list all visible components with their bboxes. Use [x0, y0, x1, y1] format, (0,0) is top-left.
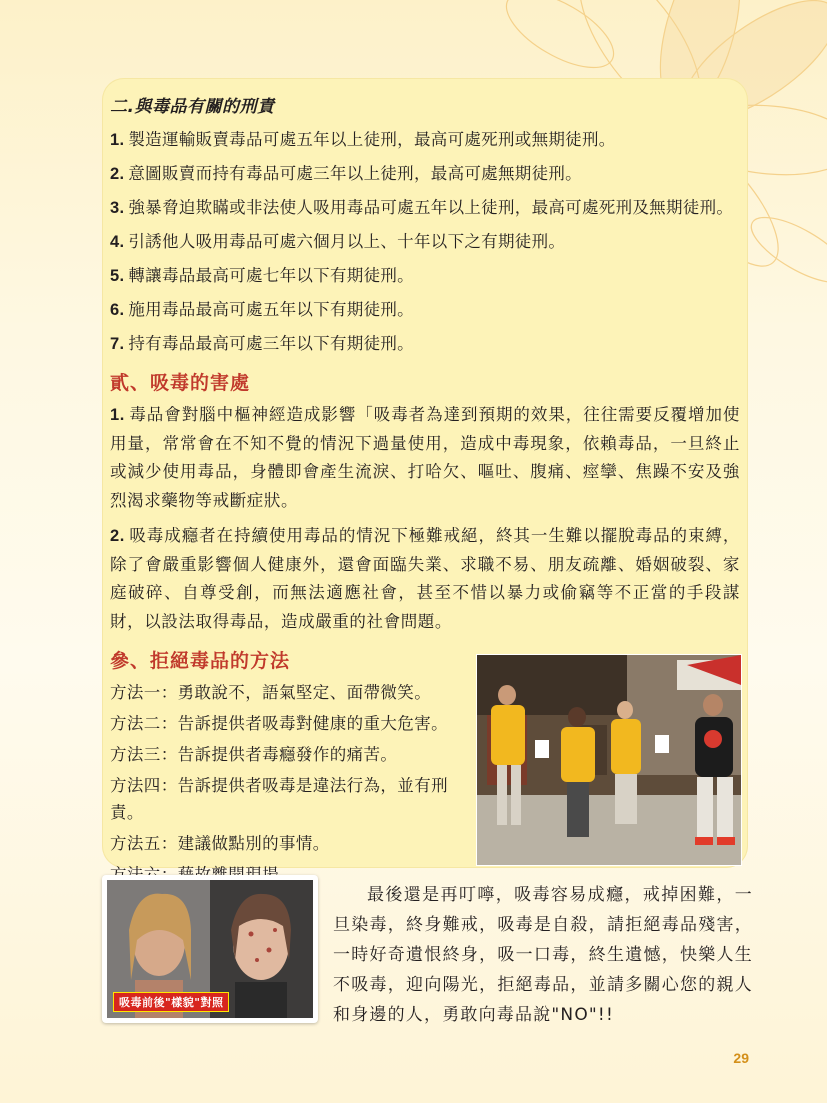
penalty-item	[110, 296, 740, 324]
penalty-item	[110, 160, 740, 188]
item-text: 持有毒品最高可處三年以下有期徒刑。	[128, 334, 414, 353]
penalty-item	[110, 262, 740, 290]
method-item: 方法一：勇敢說不，語氣堅定、面帶微笑。	[110, 683, 432, 702]
closing-paragraph: 最後還是再叮嚀，吸毒容易成癮，戒掉困難，一旦染毒，終身難戒，吸毒是自殺，請拒絕毒品殘害，一時好奇遺恨終身，吸一口毒，終生遺憾，快樂人生不吸毒，迎向陽光，拒絕毒品，並請多關心您的親人和身邊的人，勇敢向毒品說"NO"!!	[333, 885, 753, 1025]
item-number: 2.	[110, 165, 125, 183]
item-number: 4.	[110, 233, 125, 251]
method-item: 方法二：告訴提供者吸毒對健康的重大危害。	[110, 714, 448, 733]
penalty-item	[110, 194, 740, 222]
item-number: 1.	[110, 131, 125, 149]
paragraph-number: 2.	[110, 527, 125, 545]
item-text: 意圖販賣而持有毒品可處三年以上徒刑，最高可處無期徒刑。	[128, 164, 582, 183]
penalty-item	[110, 126, 740, 154]
item-number: 5.	[110, 267, 125, 285]
method-item: 方法五：建議做點別的事情。	[110, 834, 330, 853]
item-number: 6.	[110, 301, 125, 319]
mugshot-caption: 吸毒前後"樣貌"對照	[113, 992, 229, 1012]
item-text: 強暴脅迫欺瞞或非法使人吸用毒品可處五年以上徒刑，最高可處死刑及無期徒刑。	[128, 198, 734, 217]
penalties-heading: 二.與毒品有關的刑責	[110, 97, 275, 117]
harms-heading: 貳、吸毒的害處	[110, 372, 251, 394]
harms-paragraph	[110, 522, 740, 636]
penalty-item	[110, 228, 740, 256]
item-number: 7.	[110, 335, 125, 353]
page-number: 29	[733, 1050, 749, 1066]
paragraph-text: 毒品會對腦中樞神經造成影響「吸毒者為達到預期的效果，往往需要反覆增加使用量，常常會在不知不覺的情況下過量使用，造成中毒現象，依賴毒品，一旦終止或減少使用毒品，身體即會產生流淚、打哈欠、嘔吐、腹痛、痙攣、焦躁不安及強烈渴求藥物等戒斷症狀。	[110, 405, 740, 510]
refusal-heading: 參、拒絕毒品的方法	[110, 650, 291, 672]
item-text: 轉讓毒品最高可處七年以下有期徒刑。	[128, 266, 414, 285]
item-number: 3.	[110, 199, 125, 217]
street-scene-illustration	[477, 655, 741, 865]
penalties-list	[110, 126, 740, 358]
street-campaign-photo	[476, 654, 742, 866]
paragraph-text: 吸毒成癮者在持續使用毒品的情況下極難戒絕，終其一生難以擺脫毒品的束縛，除了會嚴重影響個人健康外，還會面臨失業、求職不易、朋友疏離、婚姻破裂、家庭破碎、自尊受創，而無法適應社會，甚至不惜以暴力或偷竊等不正當的手段謀財，以設法取得毒品，造成嚴重的社會問題。	[110, 526, 740, 631]
item-text: 施用毒品最高可處五年以下有期徒刑。	[128, 300, 414, 319]
item-text: 引誘他人吸用毒品可處六個月以上、十年以下之有期徒刑。	[128, 232, 566, 251]
item-text: 製造運輸販賣毒品可處五年以上徒刑，最高可處死刑或無期徒刑。	[128, 130, 616, 149]
penalty-item	[110, 330, 740, 358]
paragraph-number: 1.	[110, 406, 125, 424]
method-item: 方法四：告訴提供者吸毒是違法行為，並有刑責。	[110, 776, 448, 822]
mugshot-comparison-photo	[102, 875, 318, 1023]
method-item: 方法三：告訴提供者毒癮發作的痛苦。	[110, 745, 398, 764]
mugshot-image	[107, 880, 313, 1018]
refusal-methods	[110, 679, 470, 888]
harms-paragraph	[110, 401, 740, 515]
